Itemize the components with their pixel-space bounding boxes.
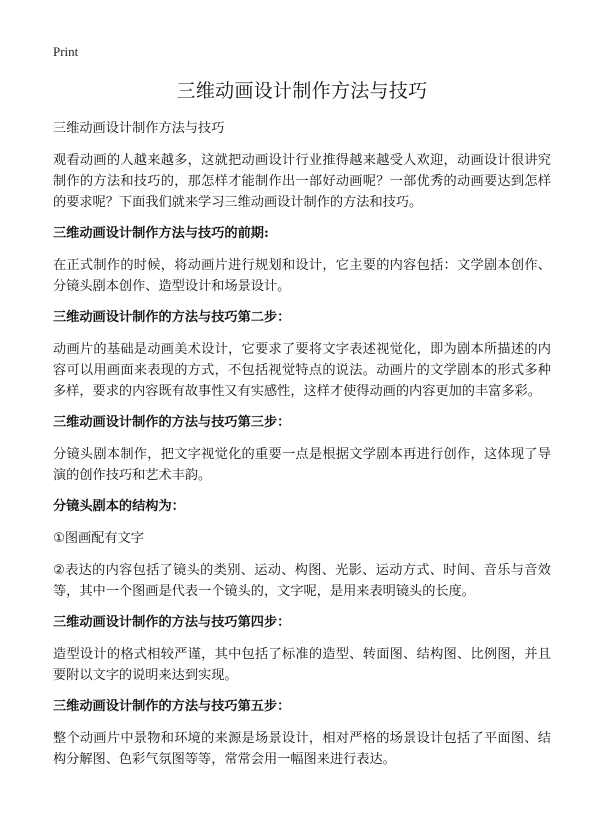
document-body (53, 118, 551, 770)
document-title: 三维动画设计制作方法与技巧 (176, 80, 428, 102)
section-heading: 三维动画设计制作的方法与技巧第四步： (53, 615, 291, 630)
paragraph: ②表达的内容包括了镜头的类别、运动、构图、光影、运动方式、时间、音乐与音效等，其中一个图画是代表一个镜头的，文字呢，是用来表明镜头的长度。 (53, 563, 551, 599)
section-heading: 三维动画设计制作的方法与技巧第五步： (53, 699, 291, 714)
paragraph: 造型设计的格式相较严谨，其中包括了标准的造型、转面图、结构图、比例图，并且要附以文字的说明来达到实现。 (53, 647, 551, 683)
paragraph: 三维动画设计制作方法与技巧 (53, 121, 225, 136)
print-label: Print (53, 44, 79, 59)
paragraph: 在正式制作的时候，将动画片进行规划和设计，它主要的内容包括：文学剧本创作、分镜头剧本创作、造型设计和场景设计。 (53, 258, 551, 294)
paragraph: 分镜头剧本制作，把文字视觉化的重要一点是根据文学剧本再进行创作，这体现了导演的创作技巧和艺术丰韵。 (53, 447, 551, 483)
section-heading: 分镜头剧本的结构为： (53, 499, 185, 514)
paragraph: 观看动画的人越来越多，这就把动画设计行业推得越来越受人欢迎，动画设计很讲究制作的方法和技巧的，那怎样才能制作出一部好动画呢？一部优秀的动画要达到怎样的要求呢？下面我们就来学习三维动画设计制作的方法和技巧。 (53, 153, 551, 210)
paragraph: 整个动画片中景物和环境的来源是场景设计，相对严格的场景设计包括了平面图、结构分解图、色彩气氛图等等，常常会用一幅图来进行表达。 (53, 731, 551, 767)
paragraph: ①图画配有文字 (53, 531, 144, 546)
section-heading: 三维动画设计制作的方法与技巧第二步： (53, 310, 291, 325)
section-heading: 三维动画设计制作方法与技巧的前期: (53, 226, 269, 241)
paragraph: 动画片的基础是动画美术设计，它要求了要将文字表述视觉化，即为剧本所描述的内容可以用画面来表现的方式，不包括视觉特点的说法。动画片的文学剧本的形式多种多样，要求的内容既有故事性又有实感性，这样才使得动画的内容更加的丰富多彩。 (53, 342, 551, 399)
section-heading: 三维动画设计制作的方法与技巧第三步： (53, 415, 291, 430)
